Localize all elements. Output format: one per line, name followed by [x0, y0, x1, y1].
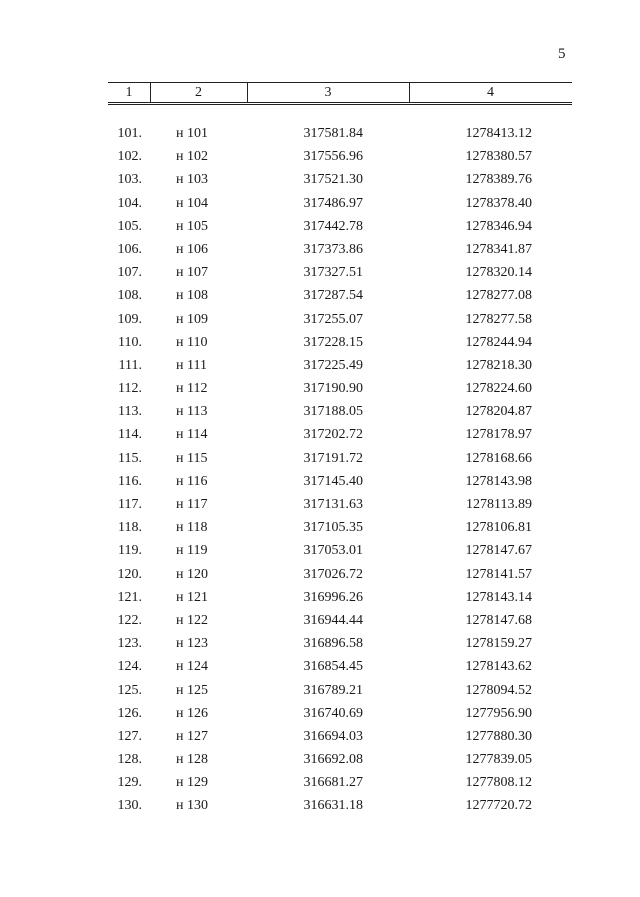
point-code: н 104 — [176, 195, 208, 211]
point-code: н 122 — [176, 612, 208, 628]
coord-x: 316681.27 — [303, 775, 363, 791]
coord-y: 1278378.40 — [465, 195, 532, 211]
coord-y: 1278389.76 — [465, 172, 532, 188]
coord-x: 317105.35 — [303, 520, 363, 536]
table-header — [108, 82, 572, 103]
point-code: н 115 — [176, 450, 208, 466]
row-number: 125. — [117, 682, 142, 698]
row-number: 130. — [117, 798, 142, 814]
table-row — [108, 679, 572, 702]
table-row — [108, 771, 572, 794]
coord-y: 1278143.98 — [465, 473, 532, 489]
table-body — [108, 122, 572, 818]
table-row — [108, 215, 572, 238]
row-number: 107. — [117, 265, 142, 281]
coord-x: 316694.03 — [303, 728, 363, 744]
row-number: 120. — [117, 566, 142, 582]
row-number: 109. — [117, 311, 142, 327]
row-number: 104. — [117, 195, 142, 211]
point-code: н 129 — [176, 775, 208, 791]
point-code: н 112 — [176, 381, 208, 397]
row-number: 124. — [117, 659, 142, 675]
coord-x: 317190.90 — [303, 381, 363, 397]
table-row — [108, 400, 572, 423]
coord-x: 316854.45 — [303, 659, 363, 675]
row-number: 117. — [118, 497, 142, 512]
coord-y: 1277956.90 — [465, 705, 532, 721]
coord-x: 316944.44 — [303, 612, 363, 628]
table-row — [108, 702, 572, 725]
table-row — [108, 423, 572, 446]
coord-x: 317053.01 — [303, 543, 363, 559]
row-number: 123. — [117, 636, 142, 652]
coord-x: 316631.18 — [303, 798, 363, 814]
coord-y: 1278147.67 — [465, 543, 532, 559]
header-col-1: 1 — [108, 83, 151, 102]
coord-y: 1277839.05 — [465, 752, 532, 768]
coord-y: 1277720.72 — [465, 798, 532, 814]
point-code: н 118 — [176, 520, 208, 536]
coord-x: 317442.78 — [303, 218, 363, 234]
table-row — [108, 145, 572, 168]
coord-y: 1278277.58 — [465, 311, 532, 327]
coord-y: 1278204.87 — [465, 404, 532, 420]
coord-y: 1278106.81 — [465, 520, 532, 536]
table-row — [108, 447, 572, 470]
table-row — [108, 655, 572, 678]
point-code: н 103 — [176, 172, 208, 188]
point-code: н 121 — [176, 589, 208, 605]
point-code: н 102 — [176, 149, 208, 165]
coord-y: 1278168.66 — [465, 450, 532, 466]
point-code: н 128 — [176, 752, 208, 768]
coord-x: 317225.49 — [303, 357, 363, 373]
row-number: 121. — [117, 589, 142, 605]
page-number: 5 — [558, 46, 566, 62]
row-number: 127. — [117, 728, 142, 744]
row-number: 106. — [117, 241, 142, 257]
row-number: 110. — [118, 334, 142, 350]
header-col-2: 2 — [150, 83, 248, 102]
coord-x: 316740.69 — [303, 705, 363, 721]
coord-y: 1278159.27 — [465, 636, 532, 652]
coord-x: 317581.84 — [303, 126, 363, 141]
row-number: 116. — [118, 473, 142, 489]
point-code: н 107 — [176, 265, 208, 281]
table-row — [108, 308, 572, 331]
point-code: н 116 — [176, 473, 208, 489]
point-code: н 126 — [176, 705, 208, 721]
table-row — [108, 470, 572, 493]
point-code: н 105 — [176, 218, 208, 234]
table-row — [108, 725, 572, 748]
row-number: 122. — [117, 612, 142, 628]
point-code: н 125 — [176, 682, 208, 698]
point-code: н 130 — [176, 798, 208, 814]
coord-y: 1277808.12 — [465, 775, 532, 791]
table-row — [108, 539, 572, 562]
coord-y: 1278178.97 — [465, 427, 532, 443]
table-row — [108, 609, 572, 632]
coord-y: 1278244.94 — [465, 334, 532, 350]
coord-x: 317131.63 — [303, 497, 363, 512]
table-row — [108, 261, 572, 284]
point-code: н 113 — [176, 404, 208, 420]
coord-x: 317327.51 — [303, 265, 363, 281]
point-code: н 127 — [176, 728, 208, 744]
table-row — [108, 632, 572, 655]
coord-x: 317373.86 — [303, 241, 363, 257]
point-code: н 119 — [176, 543, 208, 559]
table-row — [108, 586, 572, 609]
row-number: 101. — [117, 126, 142, 141]
point-code: н 108 — [176, 288, 208, 304]
coord-x: 316996.26 — [303, 589, 363, 605]
row-number: 129. — [117, 775, 142, 791]
table-row — [108, 284, 572, 307]
coord-y: 1278413.12 — [465, 126, 532, 141]
point-code: н 111 — [176, 357, 207, 373]
point-code: н 106 — [176, 241, 208, 257]
table-row — [108, 493, 572, 516]
coord-x: 316789.21 — [303, 682, 363, 698]
coord-x: 317188.05 — [303, 404, 363, 420]
row-number: 111. — [118, 357, 142, 373]
table-row — [108, 563, 572, 586]
coord-x: 316896.58 — [303, 636, 363, 652]
header-col-4: 4 — [487, 85, 494, 100]
coord-x: 317191.72 — [303, 450, 363, 466]
table-row — [108, 331, 572, 354]
row-number: 102. — [117, 149, 142, 165]
coord-x: 317145.40 — [303, 473, 363, 489]
coord-x: 317486.97 — [303, 195, 363, 211]
point-code: н 120 — [176, 566, 208, 582]
header-divider — [108, 104, 572, 105]
coord-y: 1278218.30 — [465, 357, 532, 373]
row-number: 108. — [117, 288, 142, 304]
table-row — [108, 192, 572, 215]
table-row — [108, 748, 572, 771]
coord-y: 1278094.52 — [465, 682, 532, 698]
row-number: 113. — [118, 404, 142, 420]
coord-x: 317521.30 — [303, 172, 363, 188]
row-number: 128. — [117, 752, 142, 768]
row-number: 119. — [118, 543, 142, 559]
row-number: 112. — [118, 381, 142, 397]
point-code: н 109 — [176, 311, 208, 327]
point-code: н 101 — [176, 126, 208, 141]
coord-y: 1277880.30 — [465, 728, 532, 744]
coord-y: 1278224.60 — [465, 381, 532, 397]
table-row — [108, 377, 572, 400]
point-code: н 117 — [176, 497, 208, 512]
coord-x: 316692.08 — [303, 752, 363, 768]
row-number: 118. — [118, 520, 142, 536]
coord-x: 317287.54 — [303, 288, 363, 304]
point-code: н 114 — [176, 427, 208, 443]
coord-y: 1278147.68 — [465, 612, 532, 628]
table-row — [108, 168, 572, 191]
coord-x: 317202.72 — [303, 427, 363, 443]
table-row — [108, 794, 572, 817]
table-row — [108, 354, 572, 377]
header-col-3: 3 — [247, 83, 410, 102]
coord-y: 1278277.08 — [465, 288, 532, 304]
coord-y: 1278380.57 — [465, 149, 532, 165]
table-row — [108, 516, 572, 539]
point-code: н 124 — [176, 659, 208, 675]
row-number: 126. — [117, 705, 142, 721]
point-code: н 110 — [176, 334, 208, 350]
coord-y: 1278143.14 — [465, 589, 532, 605]
row-number: 105. — [117, 218, 142, 234]
table-row — [108, 122, 572, 145]
row-number: 103. — [117, 172, 142, 188]
row-number: 115. — [118, 450, 142, 466]
coord-y: 1278141.57 — [465, 566, 532, 582]
row-number: 114. — [118, 427, 142, 443]
table-row — [108, 238, 572, 261]
coord-x: 317556.96 — [303, 149, 363, 165]
coord-x: 317255.07 — [303, 311, 363, 327]
coord-x: 317026.72 — [303, 566, 363, 582]
coord-y: 1278113.89 — [466, 497, 532, 512]
coord-y: 1278320.14 — [465, 265, 532, 281]
coord-y: 1278143.62 — [465, 659, 532, 675]
coord-y: 1278341.87 — [465, 241, 532, 257]
coord-y: 1278346.94 — [465, 218, 532, 234]
coord-x: 317228.15 — [303, 334, 363, 350]
point-code: н 123 — [176, 636, 208, 652]
